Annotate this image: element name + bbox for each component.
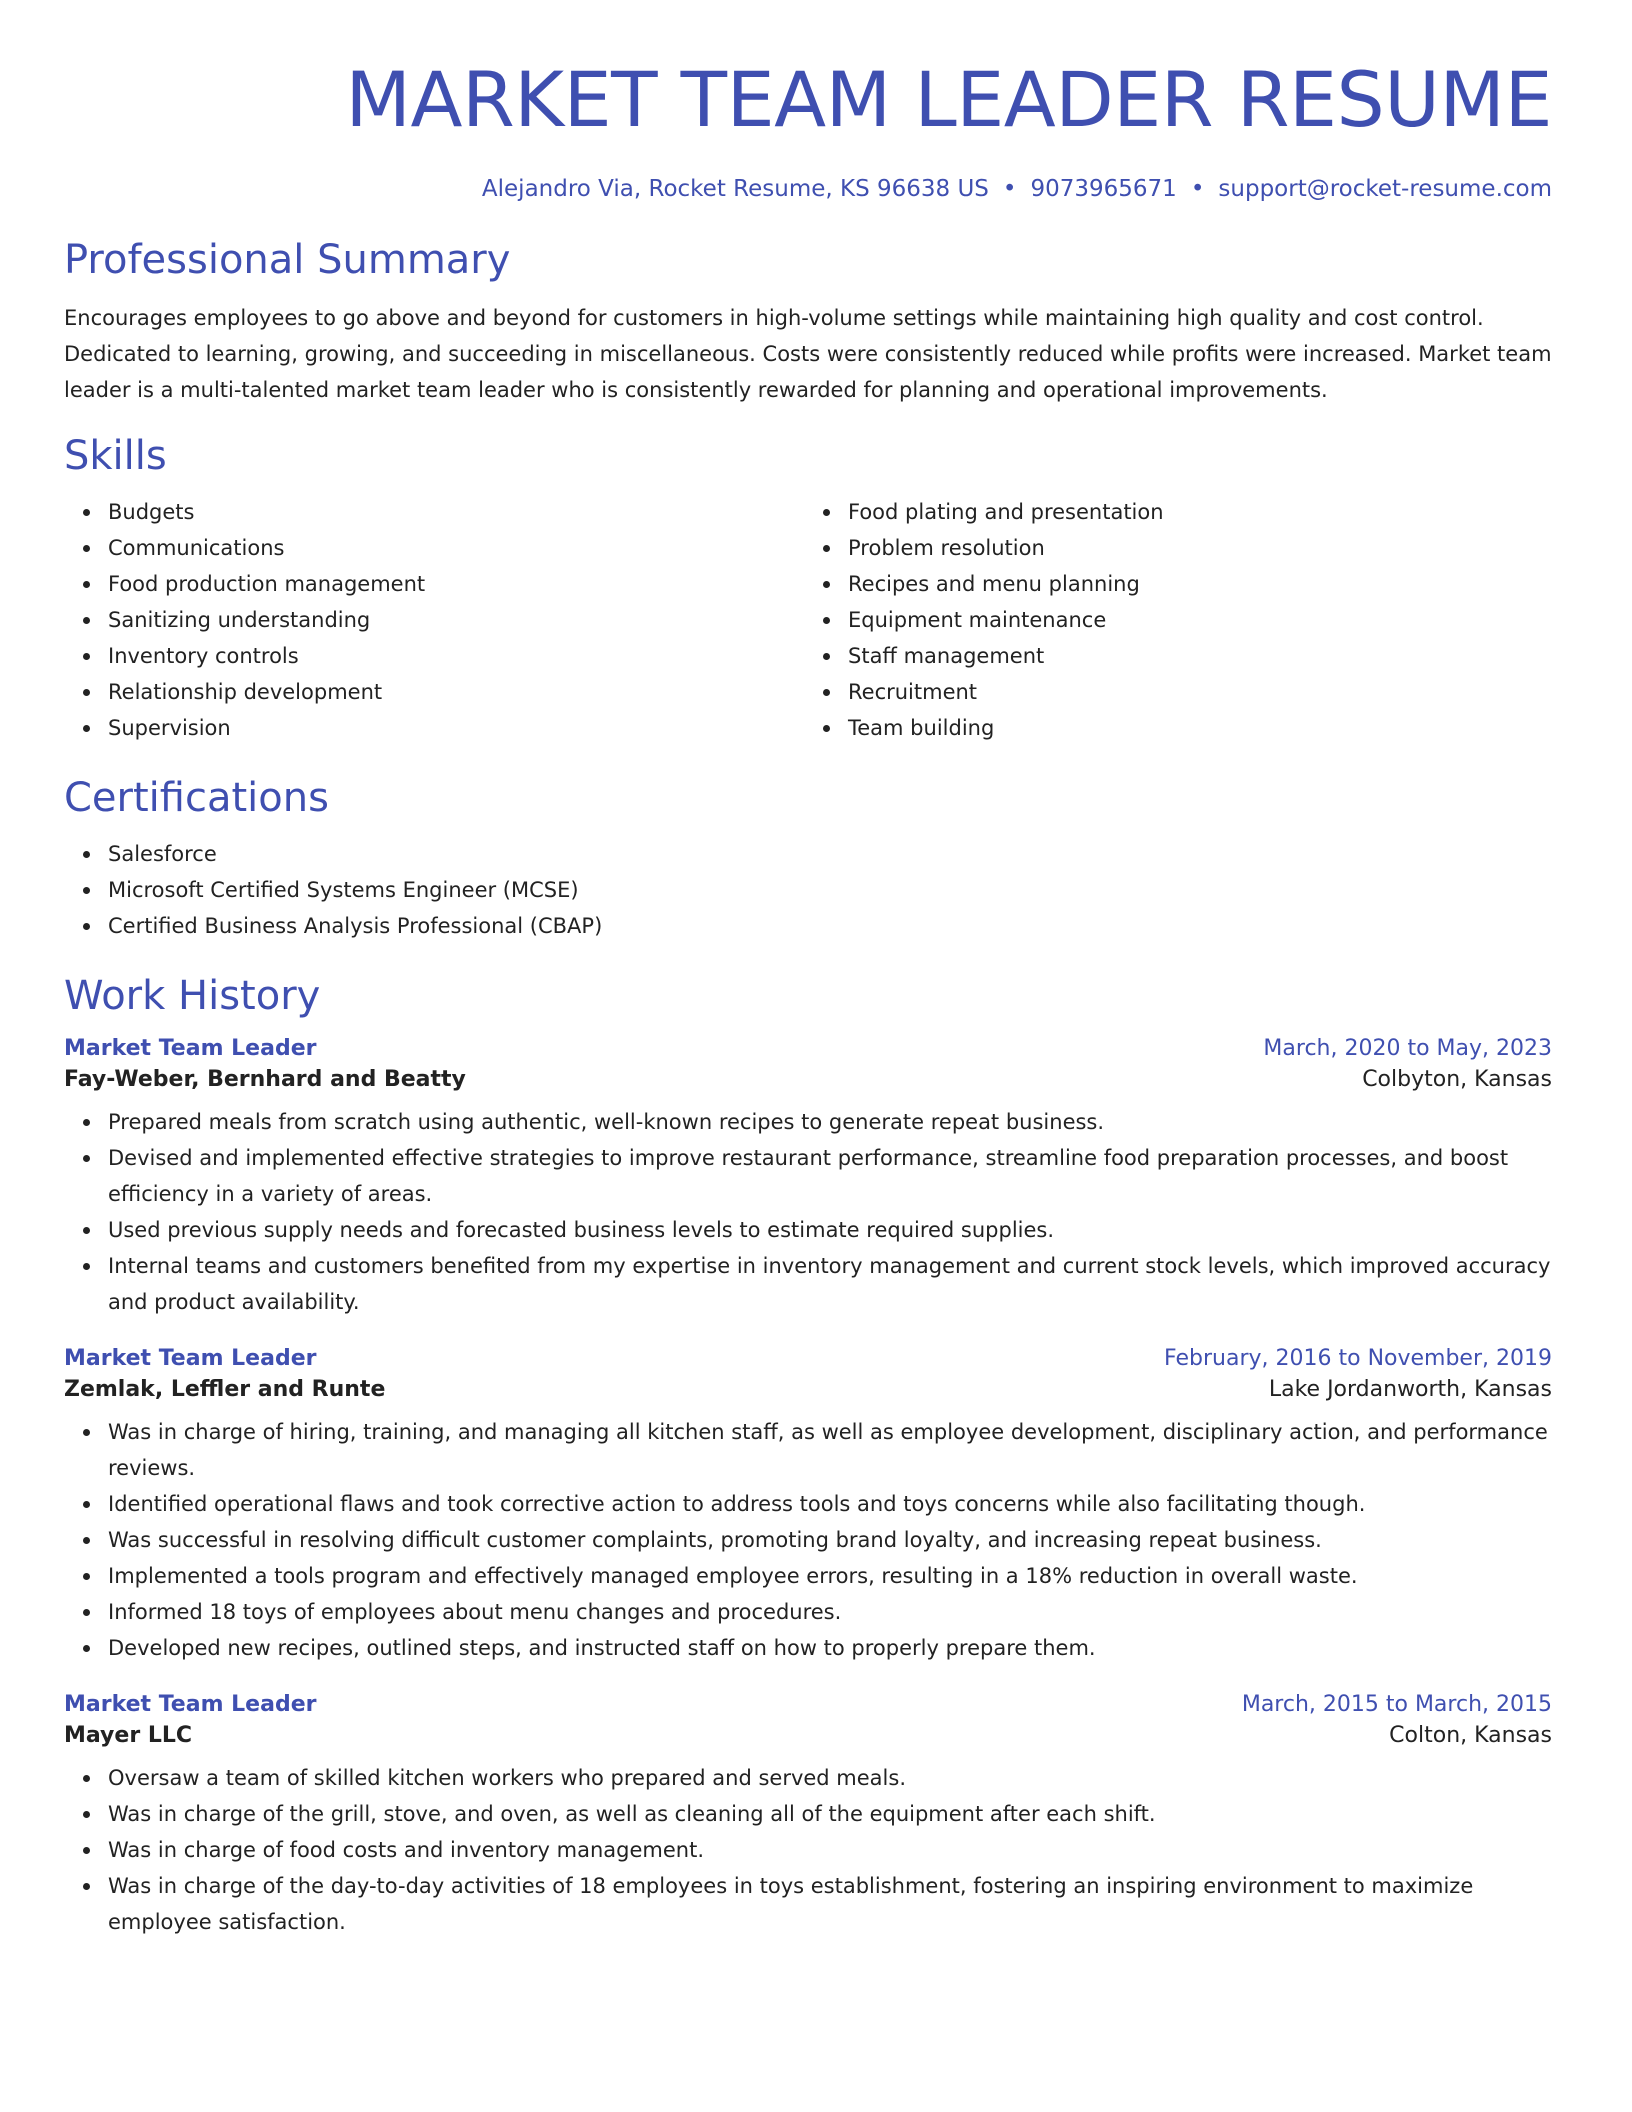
work-history-heading: Work History bbox=[64, 973, 321, 1019]
job-title-row bbox=[64, 1036, 1552, 1061]
job-bullet: Was in charge of food costs and inventory management. bbox=[108, 1832, 1552, 1868]
job-title-row bbox=[64, 1692, 1552, 1717]
summary-section bbox=[64, 238, 1552, 408]
job-dates: March, 2015 to March, 2015 bbox=[1241, 1692, 1552, 1717]
job-bullet: Implemented a tools program and effectively managed employee errors, resulting in a 18% reduction in overall waste. bbox=[108, 1558, 1552, 1594]
job-title: Market Team Leader bbox=[64, 1346, 317, 1371]
job-dates: March, 2020 to May, 2023 bbox=[1263, 1036, 1552, 1061]
skill-item: Recipes and menu planning bbox=[848, 566, 1552, 602]
certifications-heading: Certifications bbox=[64, 775, 329, 821]
skills-columns bbox=[64, 494, 1552, 746]
skill-item: Communications bbox=[108, 530, 804, 566]
skill-item: Budgets bbox=[108, 494, 804, 530]
skills-column-right bbox=[804, 494, 1552, 746]
skill-item: Food production management bbox=[108, 566, 804, 602]
job-location: Lake Jordanworth, Kansas bbox=[1268, 1377, 1552, 1402]
skills-heading: Skills bbox=[64, 433, 167, 479]
job-company-row bbox=[64, 1717, 1552, 1748]
skill-item: Problem resolution bbox=[848, 530, 1552, 566]
contact-address: Alejandro Via, Rocket Resume, KS 96638 US bbox=[481, 176, 989, 202]
job-company: Fay-Weber, Bernhard and Beatty bbox=[64, 1067, 466, 1092]
page-title: MARKET TEAM LEADER RESUME bbox=[345, 55, 1552, 144]
certification-item: Salesforce bbox=[108, 836, 1552, 872]
skills-column-left bbox=[64, 494, 804, 746]
job-company-row bbox=[64, 1061, 1552, 1092]
skill-item: Staff management bbox=[848, 638, 1552, 674]
job-company: Zemlak, Leffler and Runte bbox=[64, 1377, 386, 1402]
skill-item: Sanitizing understanding bbox=[108, 602, 804, 638]
skills-section bbox=[64, 434, 1552, 746]
job-bullet: Internal teams and customers benefited from my expertise in inventory management and current stock levels, which improved accuracy and product availability. bbox=[108, 1248, 1552, 1320]
job-bullet: Developed new recipes, outlined steps, and instructed staff on how to properly prepare them. bbox=[108, 1630, 1552, 1666]
summary-heading: Professional Summary bbox=[64, 237, 511, 283]
skill-item: Food plating and presentation bbox=[848, 494, 1552, 530]
job-bullet: Devised and implemented effective strategies to improve restaurant performance, streamline food preparation processes, and boost efficiency in a variety of areas. bbox=[108, 1140, 1552, 1212]
job-location: Colbyton, Kansas bbox=[1362, 1067, 1552, 1092]
skill-item: Equipment maintenance bbox=[848, 602, 1552, 638]
job-entry bbox=[64, 1346, 1552, 1666]
job-company-row bbox=[64, 1371, 1552, 1402]
job-dates: February, 2016 to November, 2019 bbox=[1164, 1346, 1552, 1371]
certification-item: Certified Business Analysis Professional (CBAP) bbox=[108, 908, 1552, 944]
work-history-section bbox=[64, 974, 1552, 1940]
job-bullet: Was successful in resolving difficult customer complaints, promoting brand loyalty, and increasing repeat business. bbox=[108, 1522, 1552, 1558]
certifications-section bbox=[64, 776, 1552, 944]
job-title-row bbox=[64, 1346, 1552, 1371]
skill-item: Team building bbox=[848, 710, 1552, 746]
certifications-list bbox=[64, 836, 1552, 944]
summary-text: Encourages employees to go above and beyond for customers in high-volume settings while maintaining high quality and cost control. Dedicated to learning, growing, and succeeding in miscellaneous. Costs were consistently reduced while profits were increased. Market team leader is a multi-talented market team leader who is consistently rewarded for planning and operational improvements. bbox=[64, 306, 1552, 402]
job-bullet: Was in charge of the day-to-day activities of 18 employees in toys establishment, fostering an inspiring environment to maximize employee satisfaction. bbox=[108, 1868, 1552, 1940]
contact-phone: 9073965671 bbox=[1030, 176, 1177, 202]
job-title: Market Team Leader bbox=[64, 1692, 317, 1717]
job-bullet: Identified operational flaws and took corrective action to address tools and toys concerns while also facilitating though. bbox=[108, 1486, 1552, 1522]
skills-list-right bbox=[804, 494, 1552, 746]
skill-item: Supervision bbox=[108, 710, 804, 746]
skills-list-left bbox=[64, 494, 804, 746]
contact-email[interactable]: support@rocket-resume.com bbox=[1218, 176, 1552, 202]
job-bullets bbox=[64, 1414, 1552, 1666]
job-bullets bbox=[64, 1760, 1552, 1940]
contact-separator: • bbox=[1190, 176, 1205, 202]
contact-separator: • bbox=[1002, 176, 1017, 202]
job-title: Market Team Leader bbox=[64, 1036, 317, 1061]
skill-item: Recruitment bbox=[848, 674, 1552, 710]
job-entry bbox=[64, 1692, 1552, 1940]
job-bullet: Prepared meals from scratch using authentic, well-known recipes to generate repeat business. bbox=[108, 1104, 1552, 1140]
skill-item: Relationship development bbox=[108, 674, 804, 710]
job-bullets bbox=[64, 1104, 1552, 1320]
certification-item: Microsoft Certified Systems Engineer (MCSE) bbox=[108, 872, 1552, 908]
job-bullet: Informed 18 toys of employees about menu changes and procedures. bbox=[108, 1594, 1552, 1630]
job-bullet: Used previous supply needs and forecasted business levels to estimate required supplies. bbox=[108, 1212, 1552, 1248]
contact-line bbox=[64, 176, 1552, 202]
job-company: Mayer LLC bbox=[64, 1723, 193, 1748]
skill-item: Inventory controls bbox=[108, 638, 804, 674]
job-entry bbox=[64, 1036, 1552, 1320]
job-location: Colton, Kansas bbox=[1389, 1723, 1552, 1748]
job-bullet: Was in charge of hiring, training, and managing all kitchen staff, as well as employee development, disciplinary action, and performance reviews. bbox=[108, 1414, 1552, 1486]
job-bullet: Was in charge of the grill, stove, and oven, as well as cleaning all of the equipment after each shift. bbox=[108, 1796, 1552, 1832]
job-bullet: Oversaw a team of skilled kitchen workers who prepared and served meals. bbox=[108, 1760, 1552, 1796]
